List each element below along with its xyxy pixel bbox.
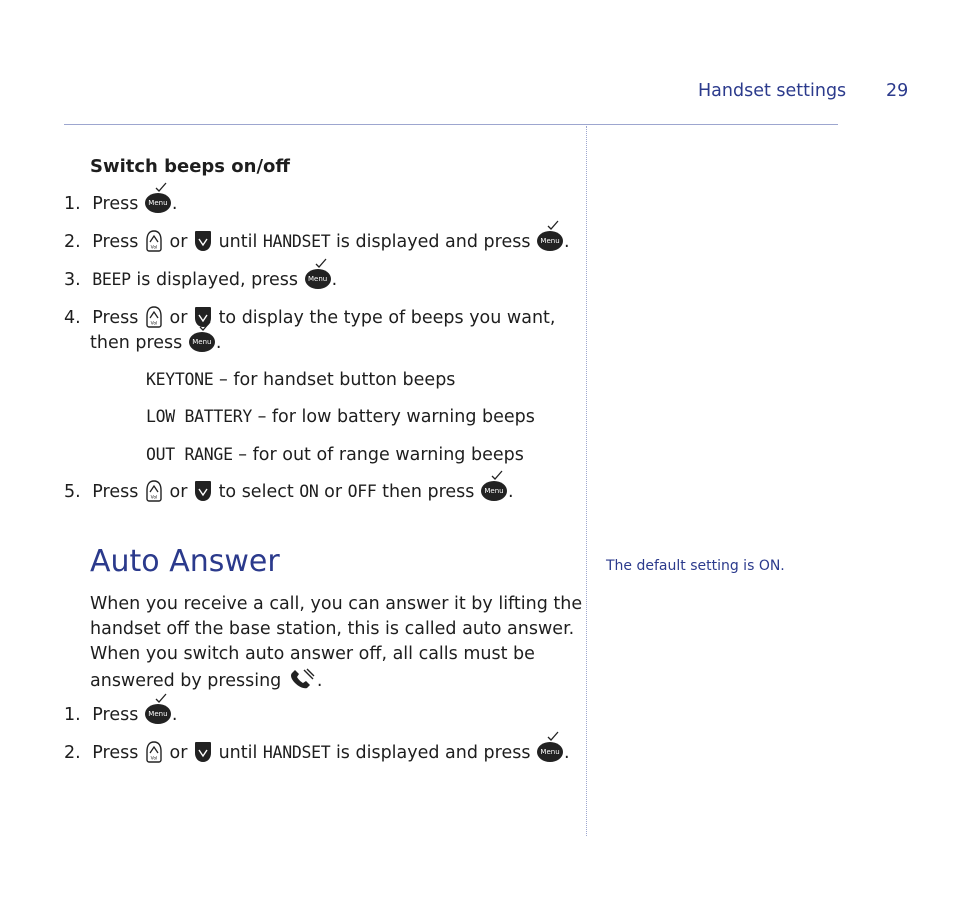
step-number: 3. [64, 270, 81, 290]
beep-option-keytone [146, 368, 455, 392]
paragraph-line: When you switch auto answer off, all calls must be [90, 644, 535, 664]
step-text: or [169, 743, 188, 763]
svg-text:Vol: Vol [150, 495, 158, 501]
paragraph-line: handset off the base station, this is called auto answer. [90, 619, 575, 639]
step-text: until [218, 232, 258, 252]
beeps-step-3 [64, 268, 337, 292]
step-number: 2. [64, 743, 81, 763]
section-heading: Auto Answer [90, 544, 280, 579]
menu-key-icon: Menu [145, 193, 171, 213]
beeps-step-4 [64, 306, 555, 330]
paragraph-text: . [316, 671, 323, 691]
step-number: 2. [64, 232, 81, 252]
beeps-step-5 [64, 480, 514, 504]
auto-answer-step-2 [64, 741, 570, 765]
step-text: . [564, 743, 570, 763]
menu-key-icon: Menu [189, 332, 215, 352]
step-number: 1. [64, 705, 81, 725]
option-code: OUT RANGE [146, 445, 233, 464]
step-text: . [171, 194, 178, 214]
step-text: or [169, 308, 188, 328]
step-text: is displayed and press [335, 232, 531, 252]
display-text: HANDSET [262, 232, 331, 251]
step-text: is displayed and press [335, 743, 531, 763]
menu-key-icon: Menu [481, 481, 507, 501]
step-number: 4. [64, 308, 81, 328]
volume-up-key-icon [145, 741, 163, 763]
display-text: HANDSET [262, 743, 331, 762]
down-key-icon [194, 230, 212, 252]
option-code: KEYTONE [146, 370, 214, 389]
display-text: OFF [347, 482, 377, 501]
auto-answer-step-1 [64, 703, 178, 727]
step-text: Press [92, 232, 139, 252]
svg-text:Vol: Vol [150, 245, 158, 251]
beep-option-low-battery [146, 405, 535, 429]
header-rule [64, 124, 838, 125]
step-text: . [171, 705, 178, 725]
step-text: to display the type of beeps you want, [218, 308, 556, 328]
step-text: Press [92, 705, 139, 725]
display-text: ON [299, 482, 319, 501]
page-number: 29 [886, 81, 909, 101]
option-desc: – for handset button beeps [219, 370, 456, 390]
volume-up-key-icon [145, 480, 163, 502]
step-text: or [324, 482, 343, 502]
paragraph-text: answered by pressing [90, 671, 282, 691]
step-text: Press [92, 482, 139, 502]
step-text: Press [92, 743, 139, 763]
step-text: . [215, 333, 222, 353]
talk-key-icon [288, 667, 316, 691]
svg-text:Vol: Vol [150, 321, 158, 327]
step-number: 5. [64, 482, 81, 502]
beep-option-out-range [146, 443, 524, 467]
down-key-icon [194, 741, 212, 763]
menu-key-icon: Menu [537, 231, 563, 251]
menu-key-icon: Menu [305, 269, 331, 289]
step-text: until [218, 743, 258, 763]
step-text: . [564, 232, 570, 252]
option-desc: – for out of range warning beeps [238, 445, 524, 465]
display-text: BEEP [92, 270, 131, 289]
svg-text:Vol: Vol [150, 756, 158, 762]
option-code: LOW BATTERY [146, 407, 252, 426]
paragraph-line [90, 667, 322, 693]
step-text: Press [92, 308, 139, 328]
column-divider [586, 126, 587, 836]
step-text: . [331, 270, 338, 290]
beeps-step-2 [64, 230, 570, 254]
paragraph-line: When you receive a call, you can answer it by lifting the [90, 594, 583, 614]
header-title: Handset settings [698, 81, 847, 101]
volume-up-key-icon [145, 230, 163, 252]
step-text: . [507, 482, 514, 502]
beeps-step-1 [64, 192, 178, 216]
step-text: then press [382, 482, 475, 502]
step-text: then press [90, 333, 183, 353]
step-text: or [169, 482, 188, 502]
option-desc: – for low battery warning beeps [257, 407, 535, 427]
volume-up-key-icon [145, 306, 163, 328]
step-number: 1. [64, 194, 81, 214]
menu-key-icon: Menu [145, 704, 171, 724]
menu-key-icon: Menu [537, 742, 563, 762]
down-key-icon [194, 480, 212, 502]
beeps-step-4-continued [90, 331, 221, 355]
step-text: to select [218, 482, 294, 502]
section-subheading: Switch beeps on/off [90, 156, 290, 177]
side-note: The default setting is ON. [606, 558, 785, 574]
step-text: Press [92, 194, 139, 214]
step-text: or [169, 232, 188, 252]
step-text: is displayed, press [136, 270, 299, 290]
